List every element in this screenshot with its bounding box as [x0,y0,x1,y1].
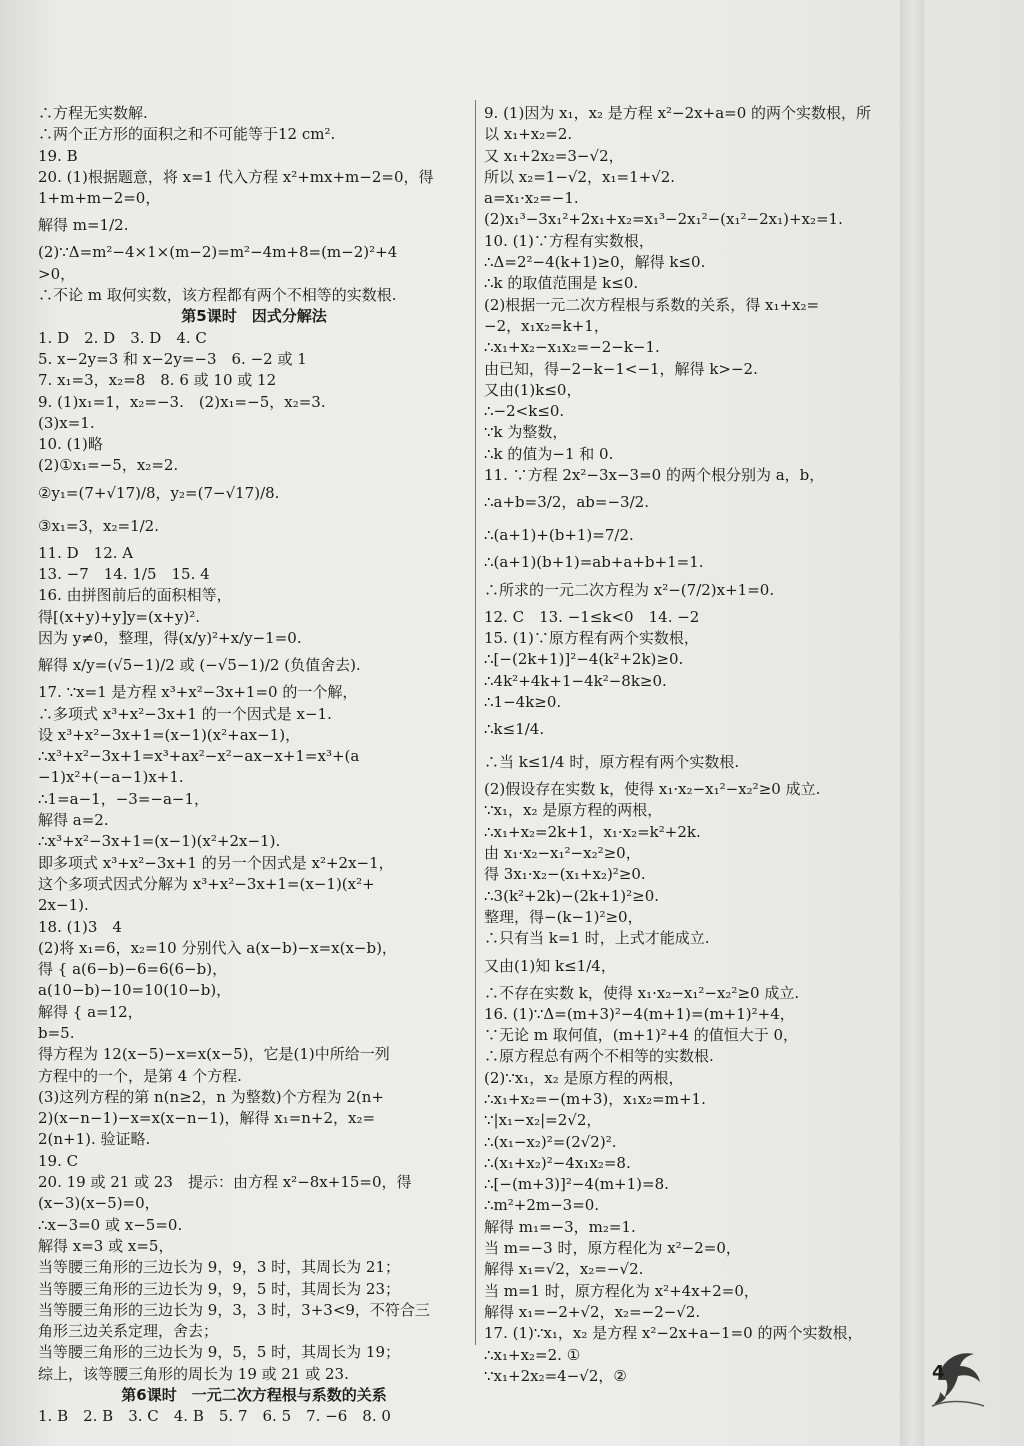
left-text-line: (x−3)(x−5)=0， [38,1194,160,1213]
left-text-line: >0， [38,264,76,283]
left-text-line: ∴方程无实数解. [38,104,148,122]
left-text-line: 因为 y≠0，整理，得(x/y)²+x/y−1=0. [38,628,302,647]
right-text-line: ∵x₁+2x₂=4−√2，② [484,1366,627,1385]
left-text-line: 2x−1). [38,896,89,915]
right-text-line: 由已知，得−2−k−1<−1，解得 k>−2. [484,359,758,378]
left-text-line: 20. (1)根据题意，将 x=1 代入方程 x²+mx+m−2=0，得 [38,167,434,186]
left-text-line: 13. −7 14. 1/5 15. 4 [38,565,210,584]
right-text-line: ∴4k²+4k+1−4k²−8k≥0. [484,671,667,690]
right-text-line: 得 3x₁·x₂−(x₁+x₂)²≥0. [484,865,646,884]
left-text-line: ∴两个正方形的面积之和不可能等于12 cm². [38,125,336,144]
right-text-line: ∴只有当 k=1 时，上式才能成立. [484,929,710,948]
left-text-line: 解得 a=2. [38,811,109,830]
left-text-line: 角形三边关系定理，舍去； [38,1322,219,1341]
right-text-line: ∴x₁+x₂=2k+1，x₁·x₂=k²+2k. [484,822,701,841]
left-text-line: 方程中的一个，是第 4 个方程. [38,1066,242,1085]
right-text-line: ∴(a+1)(b+1)=ab+a+b+1=1. [484,553,704,572]
left-text-line: 19. C [38,1151,79,1170]
right-text-line: (2)根据一元二次方程根与系数的关系，得 x₁+x₂= [484,295,820,314]
left-text-line: 得方程为 12(x−5)−x=x(x−5)，它是(1)中所给一列 [38,1045,390,1064]
left-text-line: ∴x³+x²−3x+1=x³+ax²−x²−ax−x+1=x³+(a [38,747,360,766]
right-text-line: ∵x₁，x₂ 是原方程的两根， [484,801,663,820]
right-text-line: ∴(a+1)+(b+1)=7/2. [484,526,634,545]
left-text-line: 设 x³+x²−3x+1=(x−1)(x²+ax−1)， [38,725,301,744]
left-text-line: ∴x³+x²−3x+1=(x−1)(x²+2x−1). [38,832,281,851]
left-text-line: (2)①x₁=−5，x₂=2. [38,456,179,475]
left-text-line: 当等腰三角形的三边长为 9，9，5 时，其周长为 23； [38,1279,401,1298]
left-text-line: 得 { a(6−b)−6=6(6−b)， [38,960,228,979]
left-text-line: 11. D 12. A [38,543,134,562]
left-text-line: 解得 x=3 或 x=5， [38,1236,174,1255]
left-text-line: −1)x²+(−a−1)x+1. [38,768,184,787]
right-text-line: ∴m²+2m−3=0. [484,1196,600,1215]
left-text-line: 19. B [38,146,78,165]
left-text-line: b=5. [38,1023,75,1042]
right-text-line: ∴Δ=2²−4(k+1)≥0，解得 k≤0. [484,253,706,272]
left-text-line: 2)(x−n−1)−x=x(x−n−1)，解得 x₁=n+2，x₂= [38,1109,376,1128]
left-text-line: ∴不论 m 取何实数，该方程都有两个不相等的实数根. [38,286,397,305]
right-text-line: (2)x₁³−3x₁²+2x₁+x₂=x₁³−2x₁²−(x₁²−2x₁)+x₂=1. [484,210,843,229]
left-text-line: 18. (1)3 4 [38,917,122,936]
left-text-line: (2)∵Δ=m²−4×1×(m−2)=m²−4m+8=(m−2)²+4 [38,243,398,262]
right-text-line: ∴原方程总有两个不相等的实数根. [484,1047,714,1066]
right-text-line: ∴3(k²+2k)−(2k+1)²≥0. [484,886,660,905]
left-text-line: 即多项式 x³+x²−3x+1 的另一个因式是 x²+2x−1， [38,853,394,872]
right-text-line: ∴不存在实数 k，使得 x₁·x₂−x₁²−x₂²≥0 成立. [484,983,800,1002]
right-text-line: (2)假设存在实数 k，使得 x₁·x₂−x₁²−x₂²≥0 成立. [484,780,821,799]
right-text-line: ∴−2<k≤0. [484,402,565,421]
left-text-line: (2)将 x₁=6，x₂=10 分别代入 a(x−b)−x=x(x−b)， [38,938,397,957]
right-text-line: ∴所求的一元二次方程为 x²−(7/2)x+1=0. [484,580,775,599]
right-column [484,103,899,1387]
right-text-line: ∴a+b=3/2，ab=−3/2. [484,493,649,512]
left-text-line: 1. B 2. B 3. C 4. B 5. 7 6. 5 7. −6 8. 0 [38,1407,391,1426]
right-text-line: ∴x₁+x₂−x₁x₂=−2−k−1. [484,338,660,357]
right-text-line: 11. ∵方程 2x²−3x−3=0 的两个根分别为 a，b， [484,466,825,485]
right-text-line: 17. (1)∵x₁，x₂ 是方程 x²−2x+a−1=0 的两个实数根， [484,1324,863,1343]
right-text-line: 16. (1)∵Δ=(m+3)²−4(m+1)=(m+1)²+4， [484,1004,795,1023]
right-text-line: ∴1−4k≥0. [484,692,562,711]
page-number: 4 [932,1362,945,1383]
right-text-line: 又 x₁+2x₂=3−√2， [484,146,624,165]
left-text-line: 当等腰三角形的三边长为 9，5，5 时，其周长为 19； [38,1343,401,1362]
left-column [38,103,470,1428]
left-text-line: 20. 19 或 21 或 23 提示：由方程 x²−8x+15=0，得 [38,1173,412,1192]
left-text-line: 9. (1)x₁=1，x₂=−3. (2)x₁=−5，x₂=3. [38,392,326,411]
right-text-line: ∴(x₁+x₂)²−4x₁x₂=8. [484,1153,631,1172]
left-text-line: 得[(x+y)+y]y=(x+y)². [38,607,200,626]
left-text-line: 当等腰三角形的三边长为 9，9，3 时，其周长为 21； [38,1258,401,1277]
left-text-line: 综上，该等腰三角形的周长为 19 或 21 或 23. [38,1364,349,1383]
right-text-line: 9. (1)因为 x₁，x₂ 是方程 x²−2x+a=0 的两个实数根，所 [484,104,872,122]
left-text-line: 7. x₁=3，x₂=8 8. 6 或 10 或 12 [38,371,277,390]
right-text-line: 以 x₁+x₂=2. [484,125,573,144]
right-text-line: a=x₁·x₂=−1. [484,189,579,208]
left-text-line: 17. ∵x=1 是方程 x³+x²−3x+1=0 的一个解， [38,683,358,702]
left-text-line: (3)x=1. [38,413,95,432]
right-text-line: ∴(x₁−x₂)²=(2√2)². [484,1132,617,1151]
left-text-line: ∴多项式 x³+x²−3x+1 的一个因式是 x−1. [38,704,332,723]
left-text-line: 1. D 2. D 3. D 4. C [38,328,207,347]
right-text-line: ∴x₁+x₂=2. ① [484,1345,581,1364]
right-text-line: ∴k 的取值范围是 k≤0. [484,274,639,293]
right-text-line: (2)∵x₁，x₂ 是原方程的两根， [484,1068,684,1087]
left-text-line: a(10−b)−10=10(10−b)， [38,981,232,1000]
column-divider [475,100,476,1345]
left-text-line: 解得 m=1/2. [38,216,129,235]
left-text-line: 这个多项式因式分解为 x³+x²−3x+1=(x−1)(x²+ [38,874,375,893]
left-text-line: 2(n+1). 验证略. [38,1130,151,1149]
right-text-line: 12. C 13. −1≤k<0 14. −2 [484,607,700,626]
left-text-line: 16. 由拼图前后的面积相等， [38,586,232,605]
right-text-line: 10. (1)∵方程有实数根， [484,231,654,250]
left-text-line: ∴x−3=0 或 x−5=0. [38,1215,183,1234]
right-text-line: −2，x₁x₂=k+1， [484,316,609,335]
left-text-line: ∴1=a−1，−3=−a−1， [38,789,210,808]
right-text-line: ∵无论 m 取何值，(m+1)²+4 的值恒大于 0， [484,1026,799,1045]
left-text-line: 解得 { a=12， [38,1002,143,1021]
right-text-line: 解得 m₁=−3，m₂=1. [484,1217,636,1236]
right-text-line: 解得 x₁=√2，x₂=−√2. [484,1260,644,1279]
right-text-line: 当 m=1 时，原方程化为 x²+4x+2=0， [484,1281,759,1300]
book-spine [900,0,924,1446]
right-text-line: ∴当 k≤1/4 时，原方程有两个实数根. [484,753,740,772]
right-text-line: 当 m=−3 时，原方程化为 x²−2=0， [484,1239,741,1258]
right-text-line: ∴k≤1/4. [484,720,545,739]
right-text-line: 所以 x₂=1−√2，x₁=1+√2. [484,167,676,186]
right-text-line: ∴k 的值为−1 和 0. [484,444,614,463]
left-text-line: 当等腰三角形的三边长为 9，3，3 时，3+3<9，不符合三 [38,1300,430,1319]
left-text-line: 10. (1)略 [38,435,103,454]
right-text-line: ∴[−(2k+1)]²−4(k²+2k)≥0. [484,650,684,669]
right-text-line: ∴[−(m+3)]²−4(m+1)=8. [484,1175,669,1194]
left-text-line: 1+m+m−2=0， [38,189,161,208]
right-text-line: 15. (1)∵原方程有两个实数根， [484,628,699,647]
right-text-line: 又由(1)知 k≤1/4， [484,956,616,975]
left-text-line: 解得 x/y=(√5−1)/2 或 (−√5−1)/2 (负值舍去). [38,656,361,675]
right-text-line: 由 x₁·x₂−x₁²−x₂²≥0， [484,844,641,863]
right-text-line: 整理，得−(k−1)²≥0， [484,907,643,926]
left-text-line: ②y₁=(7+√17)/8，y₂=(7−√17)/8. [38,483,280,502]
right-text-line: 解得 x₁=−2+√2，x₂=−2−√2. [484,1302,701,1321]
left-text-line: (3)这列方程的第 n(n≥2，n 为整数)个方程为 2(n+ [38,1087,384,1106]
right-text-line: ∵k 为整数， [484,423,568,442]
left-text-line: 5. x−2y=3 和 x−2y=−3 6. −2 或 1 [38,349,307,368]
left-text-line: 第6课时 一元二次方程根与系数的关系 [121,1386,387,1405]
right-text-line: ∴x₁+x₂=−(m+3)，x₁x₂=m+1. [484,1089,706,1108]
right-text-line: ∵|x₁−x₂|=2√2， [484,1111,602,1130]
right-text-line: 又由(1)k≤0， [484,380,582,399]
left-text-line: ③x₁=3，x₂=1/2. [38,516,159,535]
left-text-line: 第5课时 因式分解法 [181,307,327,326]
